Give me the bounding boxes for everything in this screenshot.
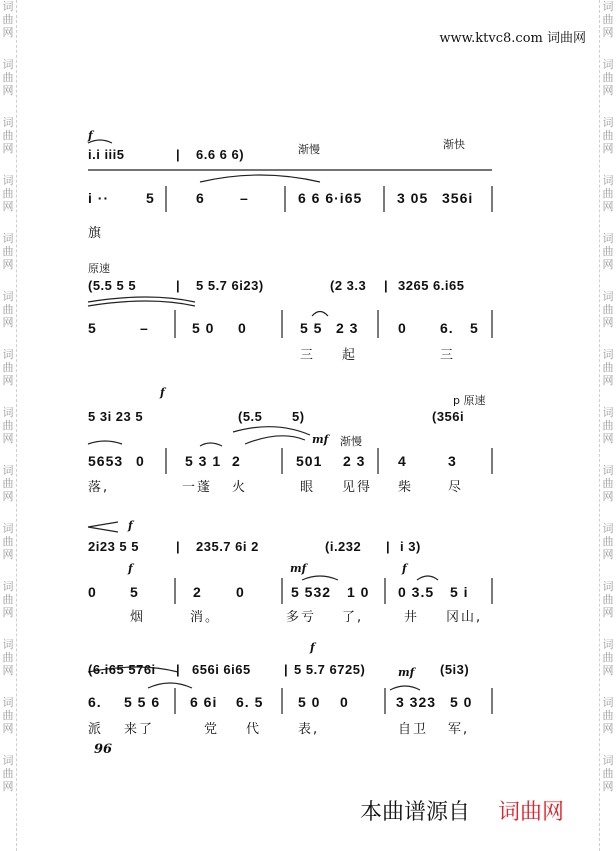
melody-notes: 0 [398,320,407,336]
tempo-mark: 原速 [88,262,110,275]
melody-notes: 0 [340,694,349,710]
lyric: 井 [404,610,420,625]
melody-notes: 2 3 [336,320,359,336]
melody-notes: 5 5 6 [124,694,161,710]
watermark-text: 词曲网 [2,406,14,445]
melody-notes: – [140,320,149,336]
tempo-mark: 渐快 [443,138,465,151]
dynamic-mark: mf [290,562,307,575]
melody-notes: 6 6 6·i65 [298,190,363,206]
lyric: 见得 [342,480,373,495]
lyric: 消。 [190,610,221,625]
barline: | [284,662,289,677]
accomp-notes: 235.7 6i 2 [196,539,259,554]
watermark-text: 词曲网 [2,232,14,271]
lyric: 眼 [300,480,316,495]
watermark-text: 词曲网 [2,348,14,387]
tempo-mark: 渐慢 [298,143,320,156]
lyric: 了, [342,610,364,625]
melody-notes: 6 [196,190,205,206]
accomp-notes: 5 3i 23 5 [88,409,144,424]
lyric: 多亏 [286,610,317,625]
melody-notes: 6. [440,320,454,336]
lyric: 落, [88,480,110,495]
lyric: 柴 [398,480,414,495]
watermark-text: 词曲网 [2,522,14,561]
watermark-text: 词曲网 [2,580,14,619]
footer-source-text: 本曲谱源自 [360,800,471,825]
melody-notes: 5 [146,190,155,206]
barline: | [176,278,181,293]
melody-notes: 2 [232,453,241,469]
melody-notes: 2 3 [343,453,366,469]
melody-notes: 3 05 [397,190,429,206]
melody-notes: 3 323 [396,694,437,710]
melody-notes: 2 [193,584,202,600]
watermark-text: 词曲网 [2,58,14,97]
melody-notes: 5 0 [450,694,473,710]
watermark-text: 词曲网 [602,348,614,387]
watermark-text: 词曲网 [2,174,14,213]
accomp-notes: (6.i65 576i [88,662,156,677]
melody-notes: 5 [470,320,479,336]
watermark-text: 词曲网 [602,464,614,503]
melody-notes: 5 [130,584,139,600]
watermark-text: 词曲网 [2,0,14,39]
melody-notes: 6 6i [190,694,218,710]
watermark-text: 词曲网 [2,696,14,735]
watermark-text: 词曲网 [2,116,14,155]
melody-notes: 5 [88,320,97,336]
watermark-text: 词曲网 [602,58,614,97]
lyric: 旗 [88,226,104,241]
melody-notes: 0 [88,584,97,600]
page-number: 96 [94,742,113,757]
lyric: 冈山, [446,610,483,625]
watermark-text: 词曲网 [602,696,614,735]
lyric: 来了 [124,722,155,737]
dynamic-mark: f [402,562,407,575]
watermark-text: 词曲网 [602,116,614,155]
melody-notes: 356i [442,190,474,206]
melody-notes: 0 3.5 [398,584,435,600]
watermark-text: 词曲网 [2,754,14,793]
watermark-text: 词曲网 [602,406,614,445]
melody-notes: 0 [236,584,245,600]
dynamic-mark: f [310,641,315,654]
lyric: 表, [298,722,320,737]
tempo-mark: p 原速 [453,394,486,407]
lyric: 军, [448,722,470,737]
accomp-notes: 2i23 5 5 [88,539,139,554]
melody-notes: 6. 5 [236,694,264,710]
melody-notes: 0 [238,320,247,336]
watermark-text: 词曲网 [602,638,614,677]
lyric: 自卫 [398,722,429,737]
accomp-notes: (i.232 [325,539,362,554]
melody-notes: 5653 [88,453,124,469]
melody-notes: 3 [448,453,457,469]
lyric: 代 [246,722,262,737]
lyric: 尽 [448,480,464,495]
lyric: 烟 [130,610,146,625]
watermark-text: 词曲网 [602,0,614,39]
melody-notes: 6. [88,694,102,710]
dynamic-mark: f [128,519,133,532]
melody-notes: 4 [398,453,407,469]
watermark-text: 词曲网 [2,464,14,503]
lyric: 一蓬 [182,480,213,495]
lyric: 起 [342,348,358,363]
watermark-text: 词曲网 [602,174,614,213]
melody-notes: 5 5 [300,320,323,336]
accomp-notes: (2 3.3 [330,278,367,293]
watermark-text: 词曲网 [2,290,14,329]
lyric: 党 [204,722,220,737]
melody-notes: i ·· [88,190,110,206]
lyric: 三 [300,348,316,363]
melody-notes: 0 [136,453,145,469]
barline: | [176,147,181,162]
accomp-notes: 5 5.7 6i23) [196,278,264,293]
watermark-text: 词曲网 [602,754,614,793]
barline: | [384,278,389,293]
accomp-notes: 6.6 6 6) [196,147,245,162]
lyric: 三 [440,348,456,363]
accomp-notes: i 3) [400,539,421,554]
melody-notes: 5 0 [298,694,321,710]
dynamic-mark: mf [398,666,415,679]
site-header: www.ktvc8.com 词曲网 [439,31,586,46]
barline: | [386,539,391,554]
accomp-notes: (5.5 [238,409,263,424]
dynamic-mark: f [160,386,165,399]
footer-site-name: 词曲网 [498,800,565,825]
watermark-text: 词曲网 [602,232,614,271]
accomp-notes: 5 5.7 6725) [294,662,366,677]
watermark-text: 词曲网 [602,522,614,561]
watermark-text: 词曲网 [602,290,614,329]
dynamic-mark: f [128,562,133,575]
accomp-notes: (356i [432,409,465,424]
accomp-notes: i.i iii5 [88,147,125,162]
accomp-notes: 656i 6i65 [192,662,251,677]
accomp-notes: (5.5 5 5 [88,278,137,293]
lyric: 火 [232,480,248,495]
melody-notes: – [240,190,249,206]
accomp-notes: 3265 6.i65 [398,278,465,293]
melody-notes: 5 3 1 [185,453,222,469]
melody-notes: 5 i [450,584,469,600]
watermark-text: 词曲网 [602,580,614,619]
accomp-notes: 5) [292,409,305,424]
dynamic-mark: f [88,129,93,142]
melody-notes: 5 0 [192,320,215,336]
lyric: 派 [88,722,104,737]
tempo-mark: 渐慢 [340,435,362,448]
barline: | [176,539,181,554]
accomp-notes: (5i3) [440,662,470,677]
barline: | [176,662,181,677]
melody-notes: 1 0 [347,584,370,600]
melody-notes: 5 532 [291,584,332,600]
watermark-text: 词曲网 [2,638,14,677]
dynamic-mark: mf [312,433,329,446]
melody-notes: 501 [296,453,323,469]
